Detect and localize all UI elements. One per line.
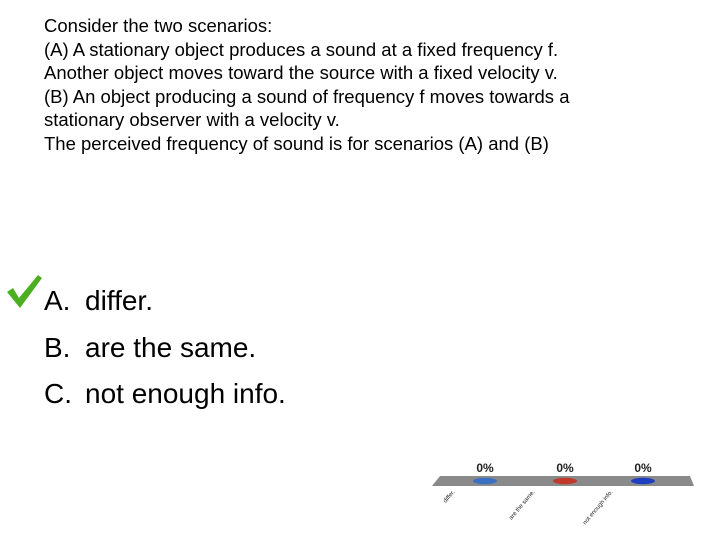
choice-letter: A. xyxy=(44,285,71,316)
response-chart xyxy=(420,450,700,538)
response-chart-svg xyxy=(420,450,700,538)
choice-text: not enough info. xyxy=(85,378,286,409)
chart-category-label: differ. xyxy=(442,489,457,505)
question-text xyxy=(44,14,694,155)
question-line: The perceived frequency of sound is for scenarios (A) and (B) xyxy=(44,132,549,154)
question-line: (A) A stationary object produces a sound at a fixed frequency f. xyxy=(44,38,559,60)
chart-bar xyxy=(631,478,655,484)
question-line: Consider the two scenarios: xyxy=(44,15,273,36)
question-line: stationary observer with a velocity v. xyxy=(44,109,340,130)
chart-value-label: 0% xyxy=(634,461,652,475)
checkmark-icon xyxy=(4,272,44,312)
choice-c[interactable] xyxy=(44,371,286,418)
chart-category-label: not enough info. xyxy=(582,489,615,527)
choice-text: differ. xyxy=(85,285,153,316)
choice-b[interactable] xyxy=(44,325,286,372)
chart-bar xyxy=(553,478,577,484)
question-line: (B) An object producing a sound of frequency f moves towards a xyxy=(44,85,570,107)
choice-letter: B. xyxy=(44,331,71,363)
choice-letter: C. xyxy=(44,378,72,409)
choice-text: are the same. xyxy=(85,331,257,363)
choice-a[interactable] xyxy=(44,278,286,325)
chart-category-label: are the same. xyxy=(508,489,537,522)
question-line: Another object moves toward the source with a fixed velocity v. xyxy=(44,62,558,83)
chart-bar xyxy=(473,478,497,484)
chart-value-label: 0% xyxy=(556,461,574,475)
chart-value-label: 0% xyxy=(476,461,494,475)
answer-choices xyxy=(44,278,286,418)
